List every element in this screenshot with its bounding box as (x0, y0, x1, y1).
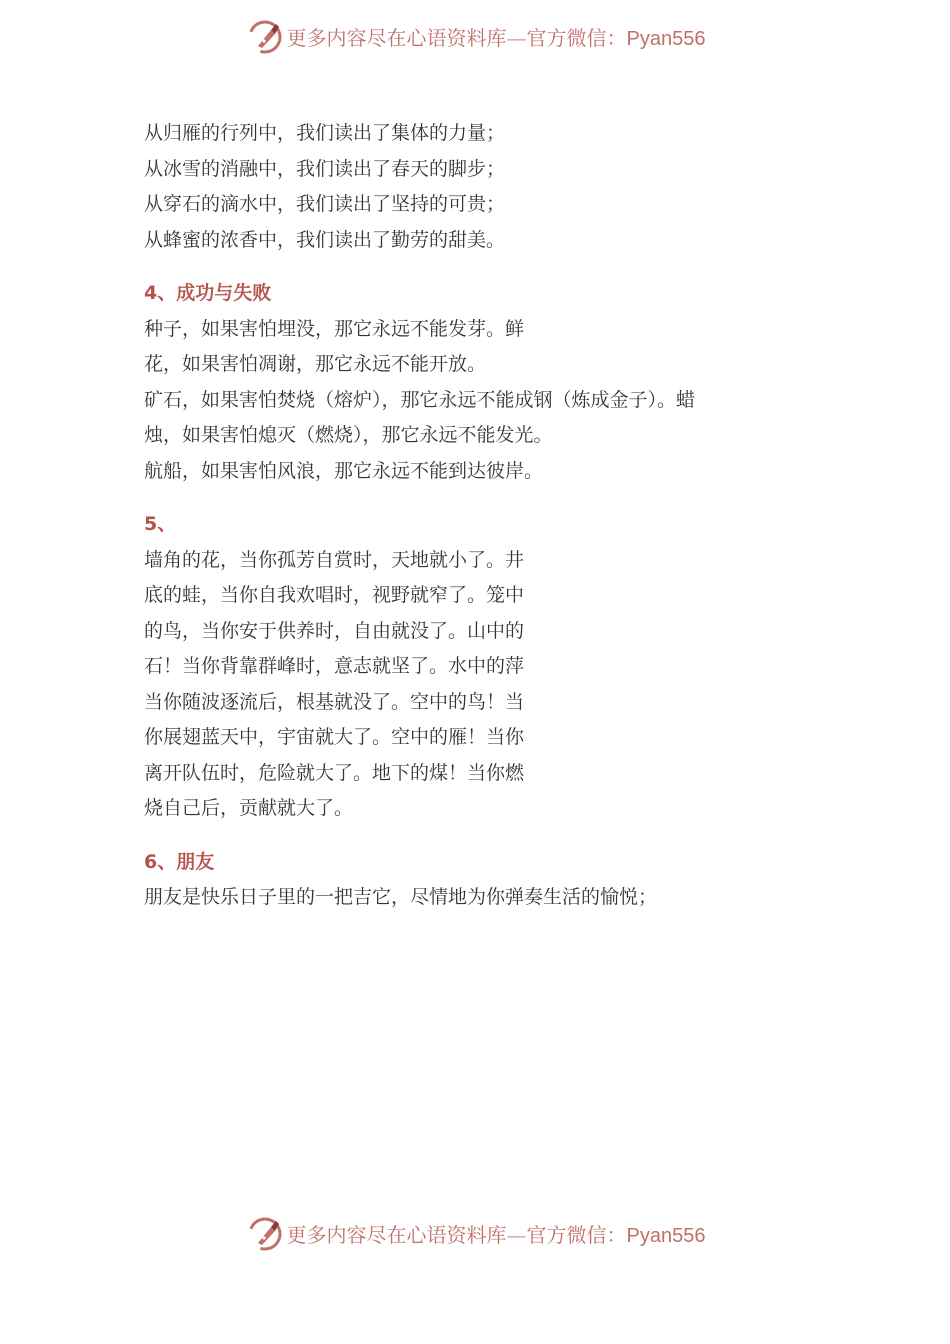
section-heading: 4、成功与失败 (144, 282, 272, 304)
footer-dash: — (506, 1222, 527, 1247)
spacer (144, 827, 864, 845)
spacer (144, 489, 864, 507)
text-line: 从冰雪的消融中，我们读出了春天的脚步； (144, 157, 506, 180)
text-line: 烧自己后，贡献就大了。 (144, 797, 354, 819)
footer-brand-text: 更多内容尽在心语资料库 (286, 1222, 507, 1247)
header-banner-text (287, 22, 706, 51)
footer-banner (0, 1211, 950, 1255)
header-brand-text: 更多内容尽在心语资料库 (286, 25, 507, 50)
section-5 (144, 507, 864, 827)
pen-nib-logo-icon (245, 1213, 285, 1253)
text-line: 花，如果害怕凋谢，那它永远不能开放。 (144, 353, 487, 375)
text-line: 石！当你背靠群峰时，意志就坚了。水中的萍 (144, 655, 525, 677)
text-line: 矿石，如果害怕焚烧（熔炉），那它永远不能成钢（炼成金子）。蜡 (144, 388, 696, 411)
text-line: 墙角的花，当你孤芳自赏时，天地就小了。井 (144, 548, 525, 571)
text-line: 从归雁的行列中，我们读出了集体的力量； (144, 122, 506, 144)
header-dash: — (506, 25, 527, 50)
text-line: 种子，如果害怕埋没，那它永远不能发芽。鲜 (144, 317, 525, 340)
footer-banner-text (287, 1219, 706, 1248)
text-line: 的鸟，当你安于供养时，自由就没了。山中的 (144, 619, 525, 642)
pen-nib-logo-icon (245, 16, 285, 56)
spacer (144, 258, 864, 276)
header-wechat-id: Pyan556 (626, 27, 706, 50)
text-line: 当你随波逐流后，根基就没了。空中的鸟！当 (144, 690, 525, 713)
text-line: 从蜂蜜的浓香中，我们读出了勤劳的甜美。 (144, 228, 506, 251)
header-banner (0, 14, 950, 58)
header-wechat-label: 官方微信： (526, 25, 627, 50)
text-line: 朋友是快乐日子里的一把吉它，尽情地为你弹奏生活的愉悦； (144, 886, 658, 908)
text-line: 离开队伍时，危险就大了。地下的煤！当你燃 (144, 761, 525, 784)
section-heading: 6、朋友 (144, 850, 215, 873)
section-friends (144, 845, 864, 916)
section-success-failure (144, 276, 864, 489)
article-body (144, 116, 864, 916)
text-line: 烛，如果害怕熄灭（燃烧），那它永远不能发光。 (144, 424, 553, 446)
text-line: 从穿石的滴水中，我们读出了坚持的可贵； (144, 193, 506, 215)
intro-paragraph (144, 116, 864, 258)
text-line: 底的蛙，当你自我欢唱时，视野就窄了。笼中 (144, 584, 525, 606)
text-line: 航船，如果害怕风浪，那它永远不能到达彼岸。 (144, 459, 544, 482)
footer-wechat-label: 官方微信： (526, 1222, 627, 1247)
text-line: 你展翅蓝天中，宇宙就大了。空中的雁！当你 (144, 726, 525, 748)
footer-wechat-id: Pyan556 (626, 1224, 706, 1247)
section-heading: 5、 (144, 513, 177, 535)
